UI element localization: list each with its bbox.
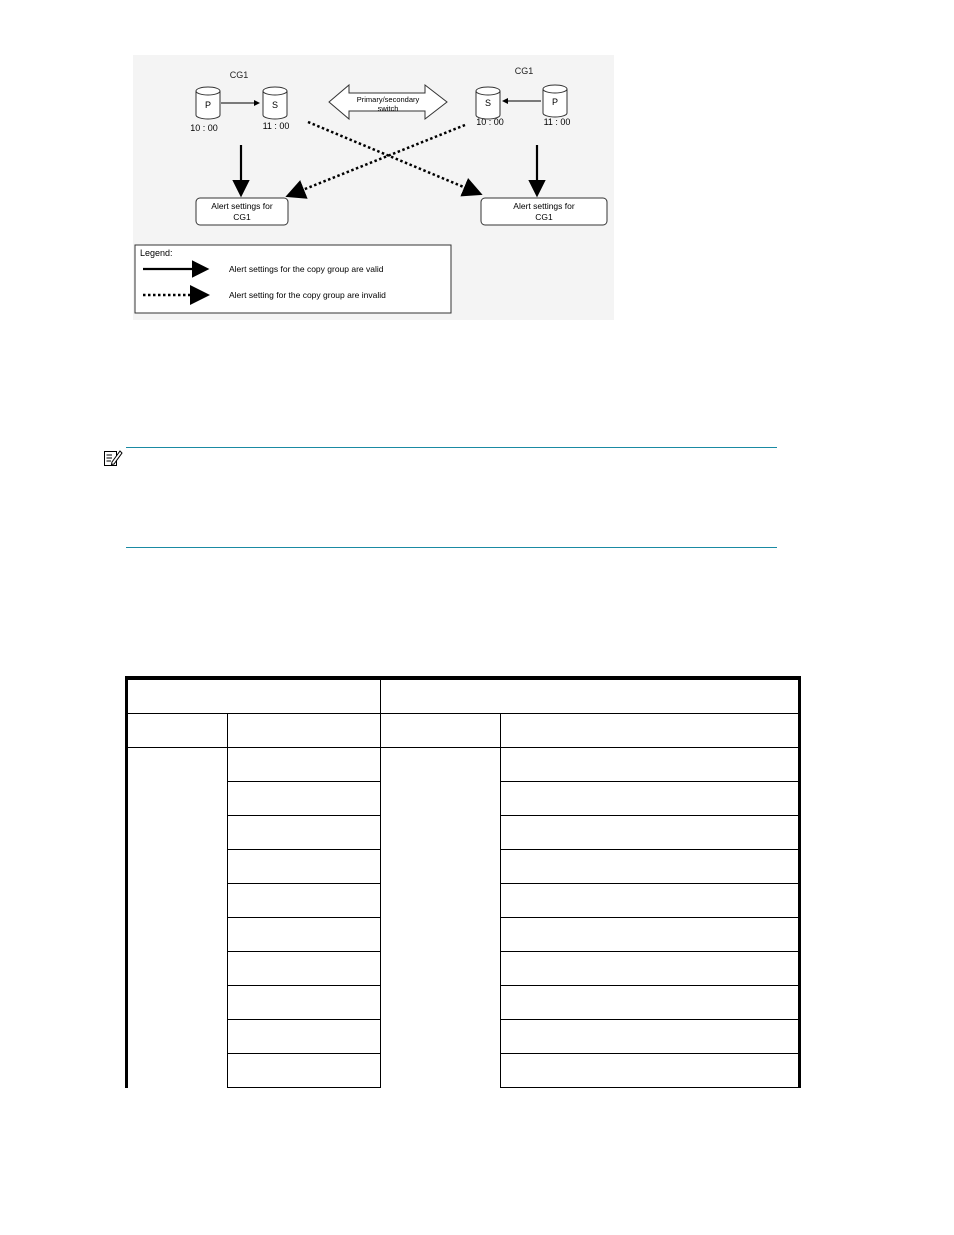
table-merged-cell <box>127 748 228 1088</box>
table-row <box>127 748 800 782</box>
table-subheader-row <box>127 714 800 748</box>
table-cell <box>228 918 381 952</box>
table-cell <box>228 748 381 782</box>
copy-group-alert-diagram <box>133 55 614 320</box>
right-secondary-label: S <box>484 98 492 108</box>
table-cell <box>228 1054 381 1088</box>
right-secondary-time: 10 : 00 <box>476 117 504 127</box>
table-cell <box>228 816 381 850</box>
right-primary-label: P <box>551 97 559 107</box>
table-cell <box>228 986 381 1020</box>
left-alert-line1: Alert settings for <box>211 201 273 211</box>
table-cell <box>228 1020 381 1054</box>
table-cell <box>228 884 381 918</box>
right-group-label: CG1 <box>514 66 534 76</box>
legend-box <box>135 245 451 313</box>
table-cell <box>228 782 381 816</box>
right-alert-line1: Alert settings for <box>513 201 575 211</box>
invalid-arrow-right-to-left <box>290 125 465 195</box>
table-cell <box>501 1020 800 1054</box>
table-header-cell-right <box>381 678 800 714</box>
table-header-row <box>127 678 800 714</box>
table-cell <box>228 850 381 884</box>
legend-title: Legend: <box>140 248 173 258</box>
left-alert-line2: CG1 <box>233 212 251 222</box>
table-header-cell-left <box>127 678 381 714</box>
left-primary-time: 10 : 00 <box>190 123 218 133</box>
right-primary-time: 11 : 00 <box>543 117 571 127</box>
right-alert-line2: CG1 <box>535 212 553 222</box>
left-secondary-label: S <box>271 100 279 110</box>
switch-label-line1: Primary/secondary <box>356 95 420 104</box>
left-group-label: CG1 <box>229 70 249 80</box>
table-cell <box>501 986 800 1020</box>
legend-valid-text: Alert settings for the copy group are valid <box>229 264 384 274</box>
left-secondary-time: 11 : 00 <box>262 121 290 131</box>
table-subheader-cell <box>381 714 501 748</box>
table-cell <box>501 884 800 918</box>
table-cell <box>501 918 800 952</box>
table-cell <box>228 952 381 986</box>
table-subheader-cell <box>501 714 800 748</box>
table-merged-cell <box>381 748 501 1088</box>
invalid-arrow-left-to-right <box>308 122 478 193</box>
table-subheader-cell <box>228 714 381 748</box>
table-cell <box>501 850 800 884</box>
table-cell <box>501 748 800 782</box>
table-cell <box>501 952 800 986</box>
table-cell <box>501 1054 800 1088</box>
legend-invalid-text: Alert setting for the copy group are invalid <box>229 290 386 300</box>
table-subheader-cell <box>127 714 228 748</box>
settings-table <box>125 676 801 1088</box>
note-top-rule <box>126 447 777 448</box>
note-icon <box>103 448 123 468</box>
left-primary-label: P <box>204 100 212 110</box>
table-cell <box>501 816 800 850</box>
switch-label-line2: switch <box>377 104 399 113</box>
note-bottom-rule <box>126 547 777 548</box>
table-cell <box>501 782 800 816</box>
